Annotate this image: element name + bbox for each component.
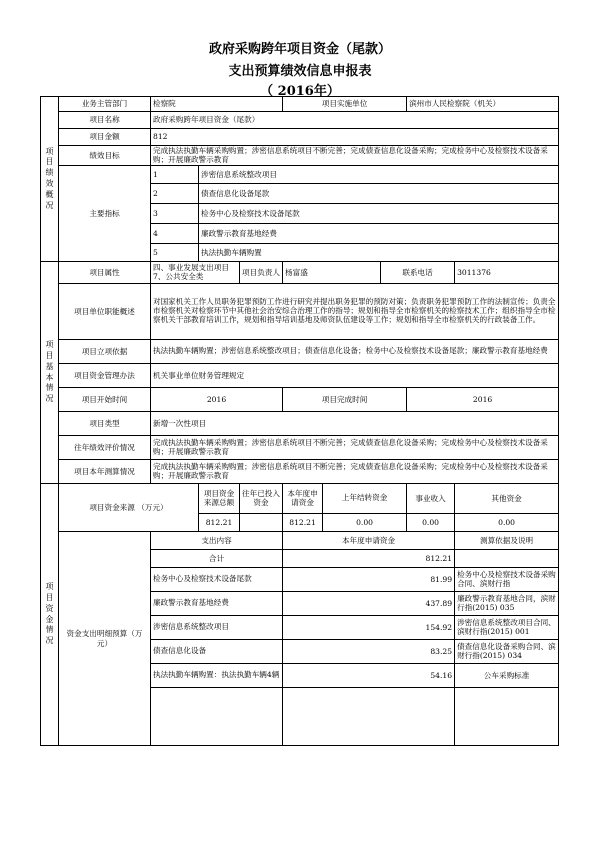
phone-value: 3011376 [455, 262, 559, 284]
source-value: 812.21 [283, 514, 323, 532]
detail-basis: 债查信息化设备采购合同、滨财行指(2015) 034 [455, 640, 559, 664]
attr-value: 四、事业发展支出项目 7、公共安全类 [151, 262, 240, 284]
source-header: 事业收入 [407, 484, 455, 514]
year-line: （ 2016年） [260, 84, 340, 99]
detail-header-content: 支出内容 [151, 532, 283, 550]
source-header: 往年已投入资金 [240, 484, 283, 514]
basis-label: 项目立项依据 [59, 340, 151, 364]
dept-label: 业务主管部门 [59, 97, 151, 112]
leader-label: 项目负责人 [240, 262, 283, 284]
indicator-no: 2 [151, 184, 199, 204]
indicator-no: 4 [151, 224, 199, 244]
name-label: 项目名称 [59, 112, 151, 129]
indicator-text: 执法执勤车辆购置 [199, 244, 559, 262]
section-basic-label: 项目基本情况 [41, 262, 59, 484]
detail-blank [455, 688, 559, 746]
type-value: 新增一次性项目 [151, 412, 559, 436]
indicator-text: 债查信息化设备尾款 [199, 184, 559, 204]
type-label: 项目类型 [59, 412, 151, 436]
calc-label: 项目本年测算情况 [59, 460, 151, 484]
source-value: 0.00 [323, 514, 407, 532]
dept-value: 检察院 [151, 97, 283, 112]
section-overview-label: 项目绩效概况 [41, 97, 59, 262]
indicator-no: 1 [151, 166, 199, 184]
indicator-label: 主要指标 [59, 166, 151, 262]
indicator-text: 涉密信息系统整改项目 [199, 166, 559, 184]
duty-label: 项目单位职能概述 [59, 284, 151, 340]
detail-amount: 83.25 [283, 640, 455, 664]
goal-label: 绩效目标 [59, 146, 151, 166]
detail-amount: 54.16 [283, 664, 455, 688]
impl-value: 滨州市人民检察院（机关） [407, 97, 559, 112]
source-header: 本年度申请资金 [283, 484, 323, 514]
end-label: 项目完成时间 [283, 388, 407, 412]
start-label: 项目开始时间 [59, 388, 151, 412]
declaration-form [40, 96, 559, 746]
source-value: 812.21 [199, 514, 240, 532]
eval-label: 往年绩效评价情况 [59, 436, 151, 460]
detail-basis: 廉政警示教育基地合同，滨财行指(2015) 035 [455, 592, 559, 616]
impl-label: 项目实施单位 [283, 97, 407, 112]
detail-basis: 公车采购标准 [455, 664, 559, 688]
detail-basis: 检务中心及检察技术设备采购合同、滨财行指 [455, 568, 559, 592]
detail-amount: 154.92 [283, 616, 455, 640]
mgmt-label: 项目资金管理办法 [59, 364, 151, 388]
detail-content: 债查信息化设备 [151, 640, 283, 664]
detail-amount: 81.99 [283, 568, 455, 592]
eval-value: 完成执法执勤车辆采购购置；涉密信息系统项目不断完善；完成债查信息化设备采购；完成检务中心及检察技术设备采购；开展廉政警示教育 [151, 436, 559, 460]
detail-content: 执法执勤车辆购置：执法执勤车辆4辆 [151, 664, 283, 688]
detail-header-amount: 本年度申请资金 [283, 532, 455, 550]
leader-value: 杨富盛 [283, 262, 381, 284]
source-header: 其他资金 [455, 484, 559, 514]
end-value: 2016 [407, 388, 559, 412]
total-basis [455, 550, 559, 568]
detail-label: 资金支出明细预算（万元） [59, 532, 151, 746]
title-line-1: 政府采购跨年项目资金（尾款） [208, 42, 391, 57]
source-header: 上年结转资金 [323, 484, 407, 514]
indicator-no: 3 [151, 204, 199, 224]
indicator-no: 5 [151, 244, 199, 262]
source-value [240, 514, 283, 532]
detail-content: 涉密信息系统整改项目 [151, 616, 283, 640]
indicator-text: 检务中心及检察技术设备尾款 [199, 204, 559, 224]
detail-content: 廉政警示教育基地经费 [151, 592, 283, 616]
total-label: 合计 [151, 550, 283, 568]
detail-header-basis: 测算依据及说明 [455, 532, 559, 550]
total-value: 812.21 [283, 550, 455, 568]
basis-value: 执法执勤车辆购置；涉密信息系统整改项目；债查信息化设备；检务中心及检察技术设备尾款；廉政警示教育基地经费 [151, 340, 559, 364]
source-header: 项目资金来源总额 [199, 484, 240, 514]
detail-amount: 437.89 [283, 592, 455, 616]
amount-value: 812 [151, 129, 559, 146]
mgmt-value: 机关事业单位财务管理规定 [151, 364, 559, 388]
source-value: 0.00 [455, 514, 559, 532]
detail-basis: 涉密信息系统整改项目合同、滨财行指(2015) 001 [455, 616, 559, 640]
goal-value: 完成执法执勤车辆采购购置；涉密信息系统项目不断完善；完成债查信息化设备采购；完成检务中心及检察技术设备采购；开展廉政警示教育 [151, 146, 559, 166]
detail-blank [283, 688, 455, 746]
detail-content: 检务中心及检察技术设备尾款 [151, 568, 283, 592]
indicator-text: 廉政警示教育基地经费 [199, 224, 559, 244]
source-value: 0.00 [407, 514, 455, 532]
phone-label: 联系电话 [381, 262, 455, 284]
name-value: 政府采购跨年项目资金（尾款） [151, 112, 559, 129]
duty-value: 对国家机关工作人员职务犯罪预防工作进行研究并提出职务犯罪的预防对策；负责职务犯罪预防工作的法制宣传；负责全市检察机关对检察环节中其他社会治安综合治理工作的指导；规划和指导全市检察机关的检察技术工作；组织指导全市检察机关干部教育培训工作，规划和指导培训基地及师资队伍建设等工作；规划和指导全市检察机关的行政装备工作。 [151, 284, 559, 340]
amount-label: 项目金额 [59, 129, 151, 146]
attr-label: 项目属性 [59, 262, 151, 284]
start-value: 2016 [151, 388, 283, 412]
section-funds-label: 项目资金情况 [41, 484, 59, 746]
source-label: 项目资金来源 （万元） [59, 484, 199, 532]
detail-blank [151, 688, 283, 746]
calc-value: 完成执法执勤车辆采购购置；涉密信息系统项目不断完善；完成债查信息化设备采购；完成检务中心及检察技术设备采购；开展廉政警示教育 [151, 460, 559, 484]
title-line-2: 支出预算绩效信息申报表 [228, 64, 372, 79]
